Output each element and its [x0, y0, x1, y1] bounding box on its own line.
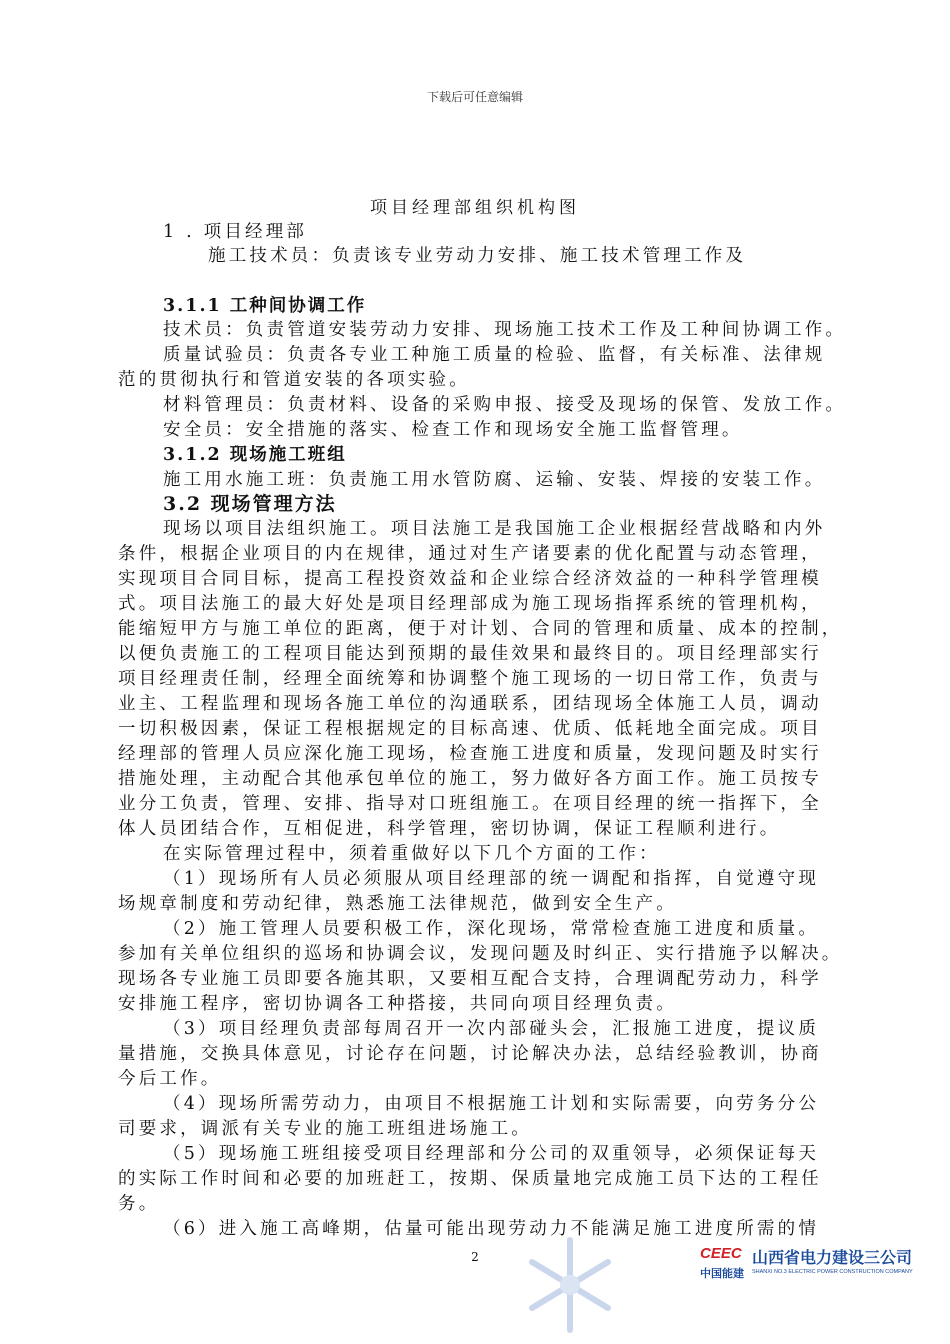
paragraph-line: 施工技术员：负责该专业劳动力安排、施工技术管理工作及	[208, 246, 747, 266]
paragraph-line: 安全员：安全措施的落实、检查工作和现场安全施工监督管理。	[163, 420, 743, 440]
paragraph-line: 1 . 项目经理部	[163, 222, 308, 242]
paragraph-line: 现场以项目法组织施工。项目法施工是我国施工企业根据经营战略和内外	[163, 519, 826, 539]
section-heading: 3.1.2 现场施工班组	[163, 445, 347, 465]
section-heading: 3.1.1 工种间协调工作	[163, 296, 367, 316]
company-logo	[700, 1245, 913, 1285]
header-note: 下载后可任意编辑	[426, 90, 523, 104]
paragraph-line: 安排施工程序，密切协调各工种搭接，共同向项目经理负责。	[118, 994, 677, 1014]
snowflake-watermark-icon	[520, 1230, 620, 1340]
paragraph-line: 业分工负责，管理、安排、指导对口班组施工。在项目经理的统一指挥下，全	[118, 794, 822, 814]
paragraph-line: 业主、工程监理和现场各施工单位的沟通联系，团结现场全体施工人员，调动	[118, 694, 822, 714]
paragraph-line: 实现项目合同目标，提高工程投资效益和企业综合经济效益的一种科学管理模	[118, 569, 822, 589]
section-heading: 3.2 现场管理方法	[163, 493, 337, 515]
logo-company-en: SHANXI NO.3 ELECTRIC POWER CONSTRUCTION COMPANY	[752, 1269, 913, 1275]
paragraph-line: 现场各专业施工员即要各施其职，又要相互配合支持，合理调配劳动力，科学	[118, 969, 822, 989]
logo-brand-mark: CEEC	[700, 1245, 742, 1262]
page-number: 2	[471, 1250, 479, 1264]
paragraph-line: 在实际管理过程中，须着重做好以下几个方面的工作：	[163, 844, 660, 864]
document-title: 项目经理部组织机构图	[370, 198, 580, 218]
paragraph-line: 材料管理员：负责材料、设备的采购申报、接受及现场的保管、发放工作。	[163, 395, 847, 415]
paragraph-line: 措施处理，主动配合其他承包单位的施工，努力做好各方面工作。施工员按专	[118, 769, 822, 789]
paragraph-line: （6）进入施工高峰期，估量可能出现劳动力不能满足施工进度所需的情	[163, 1219, 820, 1239]
paragraph-line: 体人员团结合作，互相促进，科学管理，密切协调，保证工程顺利进行。	[118, 819, 781, 839]
paragraph-line: （5）现场施工班组接受项目经理部和分公司的双重领导，必须保证每天	[163, 1144, 820, 1164]
paragraph-line: 式。项目法施工的最大好处是项目经理部成为施工现场指挥系统的管理机构，	[118, 594, 822, 614]
paragraph-line: （4）现场所需劳动力，由项目不根据施工计划和实际需要，向劳务分公	[163, 1094, 820, 1114]
paragraph-line: 经理部的管理人员应深化施工现场，检查施工进度和质量，发现问题及时实行	[118, 744, 822, 764]
paragraph-line: 项目经理责任制，经理全面统筹和协调整个施工现场的一切日常工作，负责与	[118, 669, 822, 689]
paragraph-line: 参加有关单位组织的巡场和协调会议，发现问题及时纠正、实行措施予以解决。	[118, 944, 843, 964]
paragraph-line: 范的贯彻执行和管道安装的各项实验。	[118, 370, 470, 390]
paragraph-line: （3）项目经理负责部每周召开一次内部碰头会，汇报施工进度，提议质	[163, 1019, 820, 1039]
paragraph-line: 务。	[118, 1194, 160, 1214]
paragraph-line: 能缩短甲方与施工单位的距离，便于对计划、合同的管理和质量、成本的控制，	[118, 619, 843, 639]
logo-brand-cn: 中国能建	[700, 1268, 744, 1280]
paragraph-line: 条件，根据企业项目的内在规律，通过对生产诸要素的优化配置与动态管理，	[118, 544, 822, 564]
paragraph-line: 场规章制度和劳动纪律，熟悉施工法律规范，做到安全生产。	[118, 894, 677, 914]
paragraph-line: 的实际工作时间和必要的加班赶工，按期、保质量地完成施工员下达的工程任	[118, 1169, 822, 1189]
paragraph-line: 司要求，调派有关专业的施工班组进场施工。	[118, 1119, 532, 1139]
paragraph-line: 以便负责施工的工程项目能达到预期的最佳效果和最终目的。项目经理部实行	[118, 644, 822, 664]
paragraph-line: 技术员：负责管道安装劳动力安排、现场施工技术工作及工种间协调工作。	[163, 320, 847, 340]
paragraph-line: 一切积极因素，保证工程根据规定的目标高速、优质、低耗地全面完成。项目	[118, 719, 822, 739]
paragraph-line: 质量试验员：负责各专业工种施工质量的检验、监督，有关标准、法律规	[163, 345, 826, 365]
paragraph-line: 施工用水施工班：负责施工用水管防腐、运输、安装、焊接的安装工作。	[163, 470, 826, 490]
paragraph-line: （1）现场所有人员必须服从项目经理部的统一调配和指挥，自觉遵守现	[163, 869, 820, 889]
paragraph-line: 量措施，交换具体意见，讨论存在问题，讨论解决办法，总结经验教训，协商	[118, 1044, 822, 1064]
logo-company-cn: 山西省电力建设三公司	[752, 1250, 913, 1267]
paragraph-line: （2）施工管理人员要积极工作，深化现场，常常检查施工进度和质量。	[163, 919, 820, 939]
paragraph-line: 今后工作。	[118, 1069, 222, 1089]
